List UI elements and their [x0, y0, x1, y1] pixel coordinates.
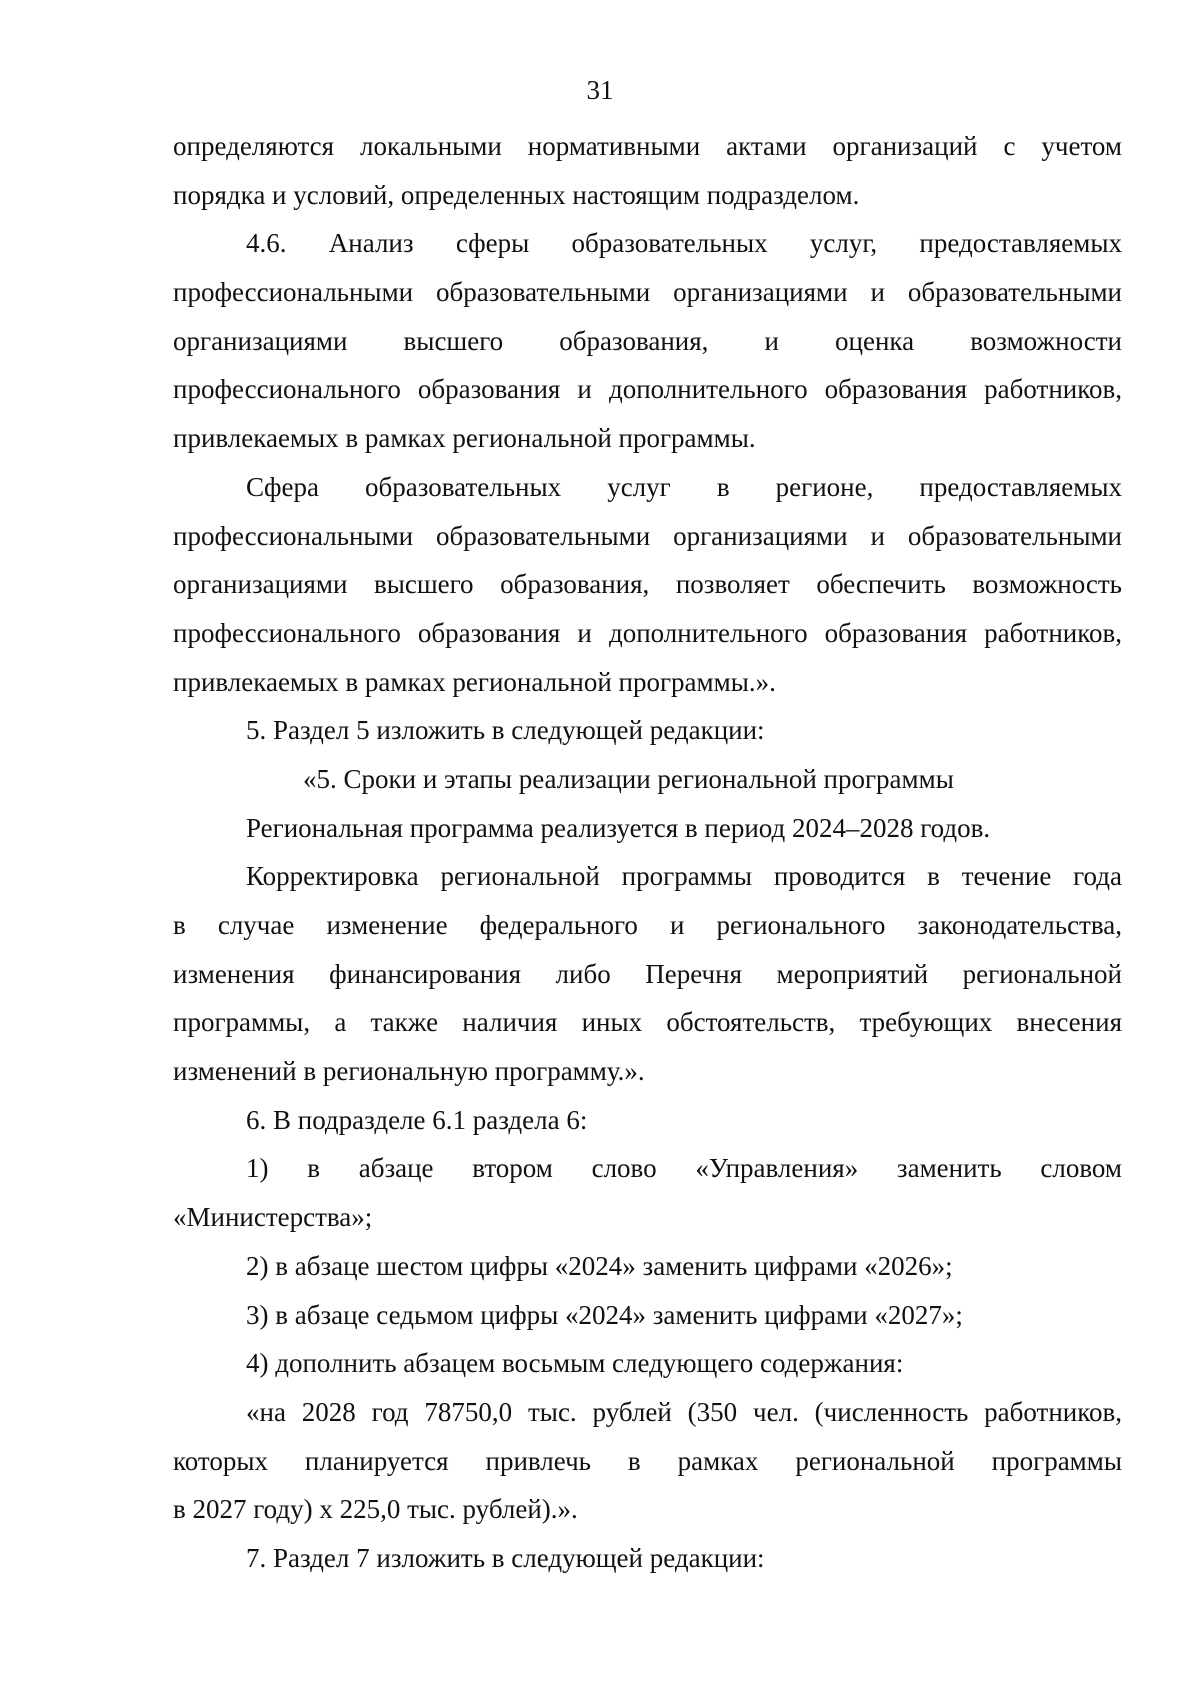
text-line: «Министерства»;: [173, 1202, 373, 1233]
text-line: изменения финансирования либо Перечня мероприятий региональной: [173, 958, 1122, 989]
text-line: Региональная программа реализуется в период 2024–2028 годов.: [246, 812, 991, 843]
text-line: порядка и условий, определенных настоящим подразделом.: [173, 179, 860, 210]
text-line: «на 2028 год 78750,0 тыс. рублей (350 чел. (численность работников,: [246, 1396, 1122, 1427]
page-number: 31: [586, 75, 614, 105]
text-line: профессиональными образовательными организациями и образовательными: [173, 520, 1122, 551]
text-line: определяются локальными нормативными актами организаций с учетом: [173, 131, 1122, 161]
text-line: Сфера образовательных услуг в регионе, предоставляемых: [246, 471, 1122, 502]
text-line: изменений в региональную программу.».: [173, 1056, 645, 1087]
text-line: «5. Сроки и этапы реализации региональной программы: [303, 763, 954, 794]
text-line: в случае изменение федерального и регионального законодательства,: [173, 910, 1122, 940]
text-line: привлекаемых в рамках региональной программы.».: [173, 666, 776, 697]
text-line: организациями высшего образования, позволяет обеспечить возможность: [173, 569, 1122, 600]
text-line: в 2027 году) x 225,0 тыс. рублей).».: [173, 1494, 578, 1525]
text-line: 2) в абзаце шестом цифры «2024» заменить цифрами «2026»;: [246, 1250, 953, 1281]
text-line: профессиональными образовательными организациями и образовательными: [173, 277, 1122, 308]
text-line: Корректировка региональной программы проводится в течение года: [246, 861, 1122, 892]
text-line: 4.6. Анализ сферы образовательных услуг, предоставляемых: [246, 228, 1122, 259]
text-line: 3) в абзаце седьмом цифры «2024» заменить цифрами «2027»;: [246, 1299, 963, 1330]
text-line: 1) в абзаце втором слово «Управления» заменить словом: [246, 1153, 1122, 1184]
text-line: которых планируется привлечь в рамках региональной программы: [173, 1445, 1122, 1476]
text-line: привлекаемых в рамках региональной программы.: [173, 423, 756, 454]
text-line: 7. Раздел 7 изложить в следующей редакции:: [246, 1542, 765, 1573]
text-line: профессионального образования и дополнительного образования работников,: [173, 617, 1122, 648]
text-line: программы, а также наличия иных обстоятельств, требующих внесения: [173, 1007, 1122, 1038]
text-line: профессионального образования и дополнительного образования работников,: [173, 374, 1122, 405]
text-line: организациями высшего образования, и оценка возможности: [173, 325, 1122, 356]
text-line: 6. В подразделе 6.1 раздела 6:: [246, 1104, 588, 1135]
text-line: 5. Раздел 5 изложить в следующей редакции:: [246, 715, 765, 746]
text-line: 4) дополнить абзацем восьмым следующего содержания:: [246, 1348, 904, 1379]
document-body: [173, 122, 1122, 1583]
